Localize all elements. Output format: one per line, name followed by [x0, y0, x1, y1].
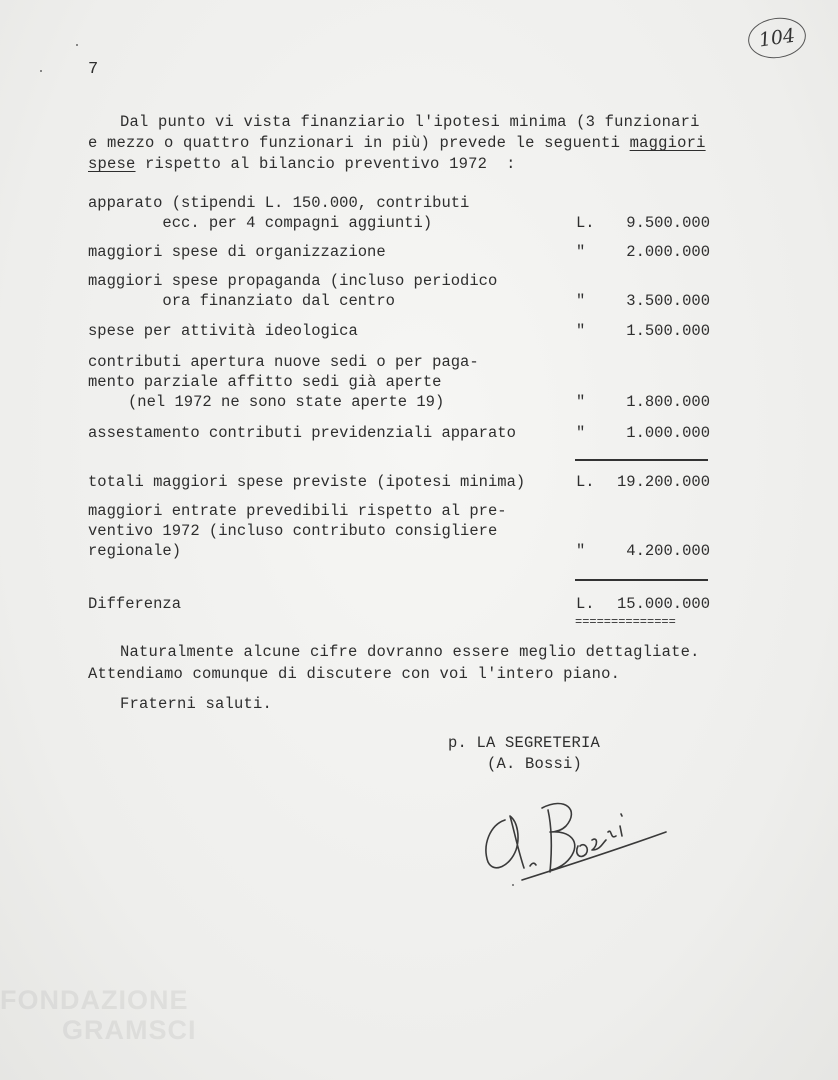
expense-item — [88, 423, 710, 443]
watermark-line: FONDAZIONE — [0, 985, 189, 1015]
archive-number-stamp: 104 — [745, 14, 808, 62]
double-underline: ============== — [575, 617, 676, 627]
greeting: Fraterni saluti. — [120, 695, 273, 713]
page-number: 7 — [88, 60, 99, 79]
expense-item — [88, 271, 710, 311]
expense-desc-line: mento parziale affitto sedi già aperte — [88, 373, 442, 391]
scan-speck — [512, 884, 514, 886]
expense-amount: 1.000.000 — [626, 424, 710, 442]
intro-line-3 — [88, 154, 516, 174]
expense-currency: " — [576, 322, 586, 340]
income-amount: 4.200.000 — [626, 542, 710, 560]
total-amount: 19.200.000 — [616, 473, 710, 491]
handwritten-signature — [470, 770, 680, 890]
difference-rule — [575, 579, 708, 581]
income-desc-line: maggiori entrate prevedibili rispetto al pre- — [88, 502, 507, 520]
watermark-line: GRAMSCI — [62, 1015, 197, 1045]
expense-item — [88, 242, 710, 262]
closing-line-2: Attendiamo comunque di discutere con voi l'intero piano. — [88, 665, 621, 683]
intro-line-2 — [88, 133, 706, 153]
expense-desc-line: contributi apertura nuove sedi o per paga- — [88, 353, 479, 371]
intro-underlined-spese: spese — [88, 155, 136, 173]
expense-amount: 3.500.000 — [626, 292, 710, 310]
total-label: totali maggiori spese previste (ipotesi minima) — [88, 473, 526, 491]
income-desc-line: ventivo 1972 (incluso contributo consigliere — [88, 522, 498, 540]
income-currency: " — [576, 542, 586, 560]
signature-title: p. LA SEGRETERIA — [448, 734, 601, 752]
intro-underlined-maggiori: maggiori — [629, 134, 706, 152]
expense-item — [88, 193, 710, 233]
expense-currency: " — [576, 424, 586, 442]
total-row — [88, 472, 710, 492]
expense-amount: 1.500.000 — [626, 322, 710, 340]
expense-desc-line: (nel 1972 ne sono state aperte 19) — [128, 393, 445, 411]
closing-line-1: Naturalmente alcune cifre dovranno essere meglio dettagliate. — [120, 643, 700, 661]
expense-desc-line: maggiori spese propaganda (incluso periodico — [88, 272, 498, 290]
income-row — [88, 501, 710, 561]
expense-desc-line: spese per attività ideologica — [88, 322, 358, 340]
scan-speck — [40, 70, 42, 72]
subtotal-rule — [575, 459, 708, 461]
expense-desc-line: assestamento contributi previdenziali apparato — [88, 424, 516, 442]
expense-currency: " — [576, 243, 586, 261]
expense-desc-line: ora finanziato dal centro — [88, 292, 395, 310]
scan-speck — [76, 44, 78, 46]
expense-currency: " — [576, 292, 586, 310]
difference-currency: L. — [576, 595, 595, 613]
intro-line-1: Dal punto vi vista finanziario l'ipotesi minima (3 funzionari — [120, 113, 700, 131]
expense-currency: L. — [576, 214, 595, 232]
expense-item — [88, 352, 710, 412]
expense-amount: 1.800.000 — [626, 393, 710, 411]
expense-item — [88, 321, 710, 341]
archive-watermark — [0, 985, 230, 1045]
intro-line-2-text: e mezzo o quattro funzionari in più) prevede le seguenti — [88, 134, 630, 152]
expense-currency: " — [576, 393, 586, 411]
signature-name: (A. Bossi) — [487, 755, 583, 773]
difference-row — [88, 594, 710, 614]
expense-desc-line: apparato (stipendi L. 150.000, contributi — [88, 194, 470, 212]
expense-amount: 2.000.000 — [626, 243, 710, 261]
expense-desc-line: maggiori spese di organizzazione — [88, 243, 386, 261]
expense-amount: 9.500.000 — [626, 214, 710, 232]
total-currency: L. — [576, 473, 595, 491]
difference-label: Differenza — [88, 595, 182, 613]
income-desc-line: regionale) — [88, 542, 182, 560]
intro-line-3-text: rispetto al bilancio preventivo 1972 : — [135, 155, 516, 173]
expense-desc-line: ecc. per 4 compagni aggiunti) — [88, 214, 433, 232]
difference-amount: 15.000.000 — [616, 595, 710, 613]
